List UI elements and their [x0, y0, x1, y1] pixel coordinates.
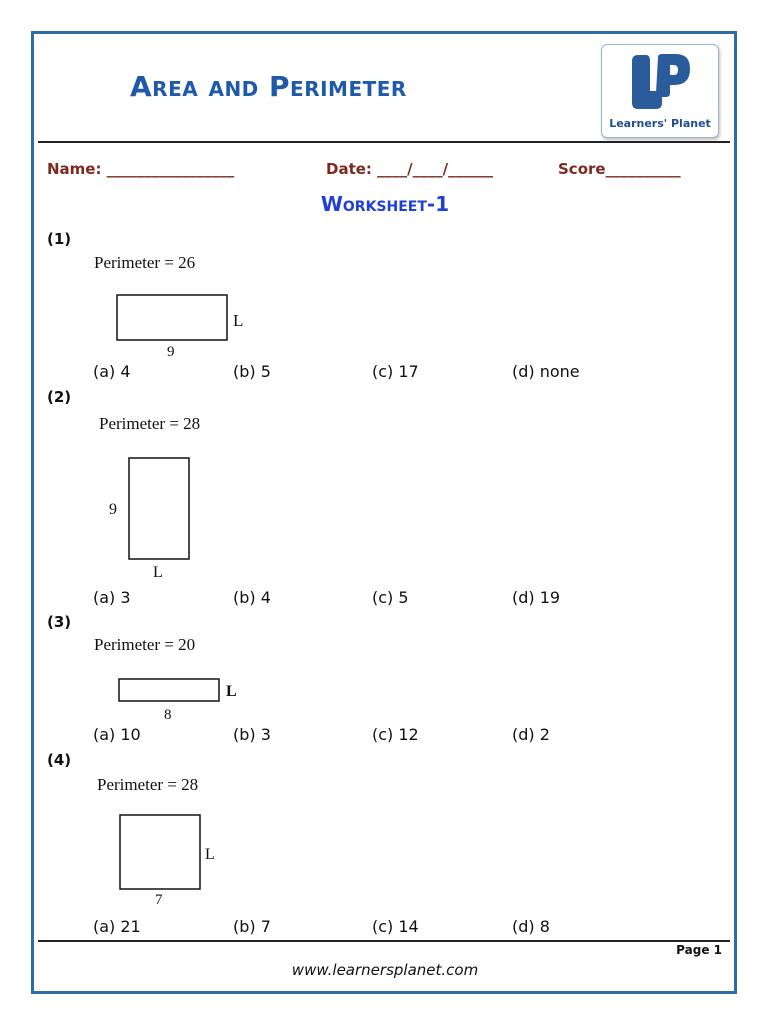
question-2-option-b[interactable]: (b) 4: [233, 588, 271, 607]
footer-divider: [38, 940, 730, 942]
question-3-perimeter-label: Perimeter = 20: [94, 635, 196, 654]
question-1-option-b[interactable]: (b) 5: [233, 362, 271, 381]
page-number: Page 1: [676, 943, 722, 957]
question-1-side-label: L: [233, 311, 244, 330]
question-1-perimeter-label: Perimeter = 26: [94, 253, 196, 272]
question-2-number: (2): [47, 388, 72, 406]
question-3-side-label: L: [226, 683, 237, 700]
question-3-option-c[interactable]: (c) 12: [372, 725, 419, 744]
question-4-option-d[interactable]: (d) 8: [512, 917, 550, 936]
worksheet-title: Worksheet-1: [320, 192, 450, 216]
learners-planet-logo: [601, 44, 719, 138]
question-2-option-a[interactable]: (a) 3: [93, 588, 131, 607]
question-1-option-d[interactable]: (d) none: [512, 362, 580, 381]
page-title: Area and Perimeter: [130, 70, 407, 103]
question-2-rectangle: [129, 458, 189, 559]
question-4-base-label: 7: [155, 892, 163, 908]
question-3-figure: [90, 633, 250, 727]
question-3-option-d[interactable]: (d) 2: [512, 725, 550, 744]
question-3-rectangle: [119, 679, 219, 701]
question-2-side-label: 9: [109, 501, 117, 518]
question-2-perimeter-label: Perimeter = 28: [99, 414, 201, 433]
footer-url[interactable]: www.learnersplanet.com: [291, 961, 479, 979]
question-2-option-d[interactable]: (d) 19: [512, 588, 561, 607]
question-2-base-label: L: [153, 564, 163, 581]
date-field: Date: ____/____/______: [326, 160, 494, 178]
question-4-side-label: L: [205, 846, 215, 863]
question-2-figure: [95, 412, 225, 588]
question-4-figure: [93, 773, 223, 915]
question-1-base-label: 9: [167, 344, 175, 360]
question-4-number: (4): [47, 751, 72, 769]
question-3-option-b[interactable]: (b) 3: [233, 725, 271, 744]
question-3-number: (3): [47, 613, 72, 631]
question-4-option-c[interactable]: (c) 14: [372, 917, 419, 936]
question-1-option-a[interactable]: (a) 4: [93, 362, 131, 381]
question-1-number: (1): [47, 230, 72, 248]
logo-text: Learners' Planet: [609, 117, 711, 130]
name-field: Name: _________________: [47, 160, 235, 178]
question-4-option-a[interactable]: (a) 21: [93, 917, 141, 936]
question-2-option-c[interactable]: (c) 5: [372, 588, 409, 607]
question-4-option-b[interactable]: (b) 7: [233, 917, 271, 936]
header-divider: [38, 141, 730, 143]
lp-logo-icon: [628, 53, 692, 115]
score-field: Score__________: [558, 160, 681, 178]
question-1-figure: [90, 250, 260, 369]
question-3-base-label: 8: [164, 707, 172, 723]
question-1-option-c[interactable]: (c) 17: [372, 362, 419, 381]
question-4-perimeter-label: Perimeter = 28: [97, 775, 199, 794]
question-1-rectangle: [117, 295, 227, 340]
question-3-option-a[interactable]: (a) 10: [93, 725, 141, 744]
question-4-rectangle: [120, 815, 200, 889]
